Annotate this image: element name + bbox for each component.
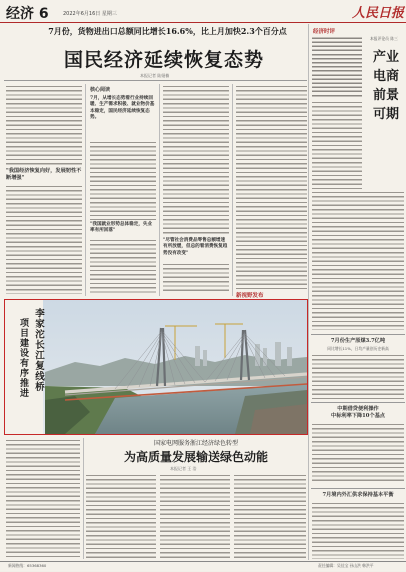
sidebar-rule <box>311 402 405 403</box>
brief3-title: 7月境内外汇供求保持基本平衡 <box>322 492 394 498</box>
core-reading-label: 核心阅读 <box>90 87 111 93</box>
sidebar-rule <box>311 488 405 489</box>
brief1-body-text <box>312 353 404 399</box>
sidebar-divider <box>308 24 309 560</box>
bottom-body-text <box>86 473 156 559</box>
lead-body-text <box>90 140 156 220</box>
sidebar-rule <box>311 334 405 335</box>
brief2-body-text <box>312 422 404 484</box>
headline-rule <box>4 80 307 81</box>
lead-body-text <box>90 238 156 294</box>
masthead <box>0 0 406 23</box>
pull-quote-1: "我国就业形势总体稳定，失业率有所回落" <box>90 222 153 234</box>
brief1-subtitle: 同比增长11%，日均产量创历史新高 <box>327 346 389 351</box>
column-divider <box>85 84 86 296</box>
issue-date: 2022年6月16日 星期三 <box>63 11 117 17</box>
column-divider <box>232 84 233 296</box>
newspaper-logo: 人民日报 <box>352 6 405 21</box>
sidebar-body-text <box>312 190 404 330</box>
lead-headline: 国民经济延续恢复态势 <box>63 49 264 71</box>
lead-body-text <box>163 84 229 234</box>
brief1-title: 7月份生产原煤3.7亿吨 <box>330 338 386 344</box>
lead-body-text <box>6 84 82 166</box>
footer-hotline: 新闻热线：65368360 <box>8 563 47 568</box>
bottom-body-text <box>160 473 230 559</box>
bottom-left-body-text <box>6 438 80 558</box>
bottom-subheadline: 国家电网服务浙江经济绿色转型 <box>153 440 238 447</box>
feature-photo-frame <box>4 299 308 435</box>
section-title: 经济 6 <box>6 6 49 22</box>
lead-body-text <box>6 184 82 294</box>
sidebar-body-text <box>312 100 362 190</box>
column-divider <box>83 438 84 559</box>
lead-subheadline: 7月份，货物进出口总额同比增长16.6%，比上月加快2.3个百分点 <box>48 26 287 36</box>
bridge-photo <box>5 300 307 434</box>
sidebar-byline: 本报评论员 陈三 <box>370 36 398 41</box>
bottom-byline: 本报记者 王 浩 <box>170 466 197 471</box>
brief2-subtitle: 中标利率下降10个基点 <box>331 413 385 419</box>
lead-body-text <box>163 262 229 294</box>
footer-editors: 责任编辑：吴佳宝 孙山洪 韩洪平 <box>318 563 374 568</box>
column-divider <box>159 84 160 296</box>
bottom-headline: 为高质量发展输送绿色动能 <box>123 450 268 464</box>
lead-col1-subhead: "我国经济恢复向好，发展韧性不断增强" <box>6 168 82 181</box>
sidebar-body-text <box>312 36 362 98</box>
feature-label: 新视野发布 <box>236 293 264 299</box>
sidebar-headline: 产业电商 前景可期 <box>372 50 399 122</box>
pull-quote-2: "尽管社会消费品零售总额增速有所放缓，但总的看消费恢复趋势没有改变" <box>163 238 228 256</box>
core-reading-summary: 7月，从增长态势看行业持续回暖、生产需求积极、就业物价基本稳定，国民经济延续恢复态势。 <box>90 96 155 121</box>
bottom-body-text <box>234 473 306 559</box>
sidebar-label: 经济时评 <box>313 29 336 35</box>
feature-title-line1: 李家沱长江复线桥 <box>33 308 44 392</box>
lead-byline: 本报记者 陆娅楠 <box>140 73 170 78</box>
lead-body-text <box>236 84 307 292</box>
brief2-title: 中期借贷便利操作 <box>337 406 379 412</box>
brief3-body-text <box>312 501 404 559</box>
feature-title-line2: 项目建设有序推进 <box>18 318 28 398</box>
